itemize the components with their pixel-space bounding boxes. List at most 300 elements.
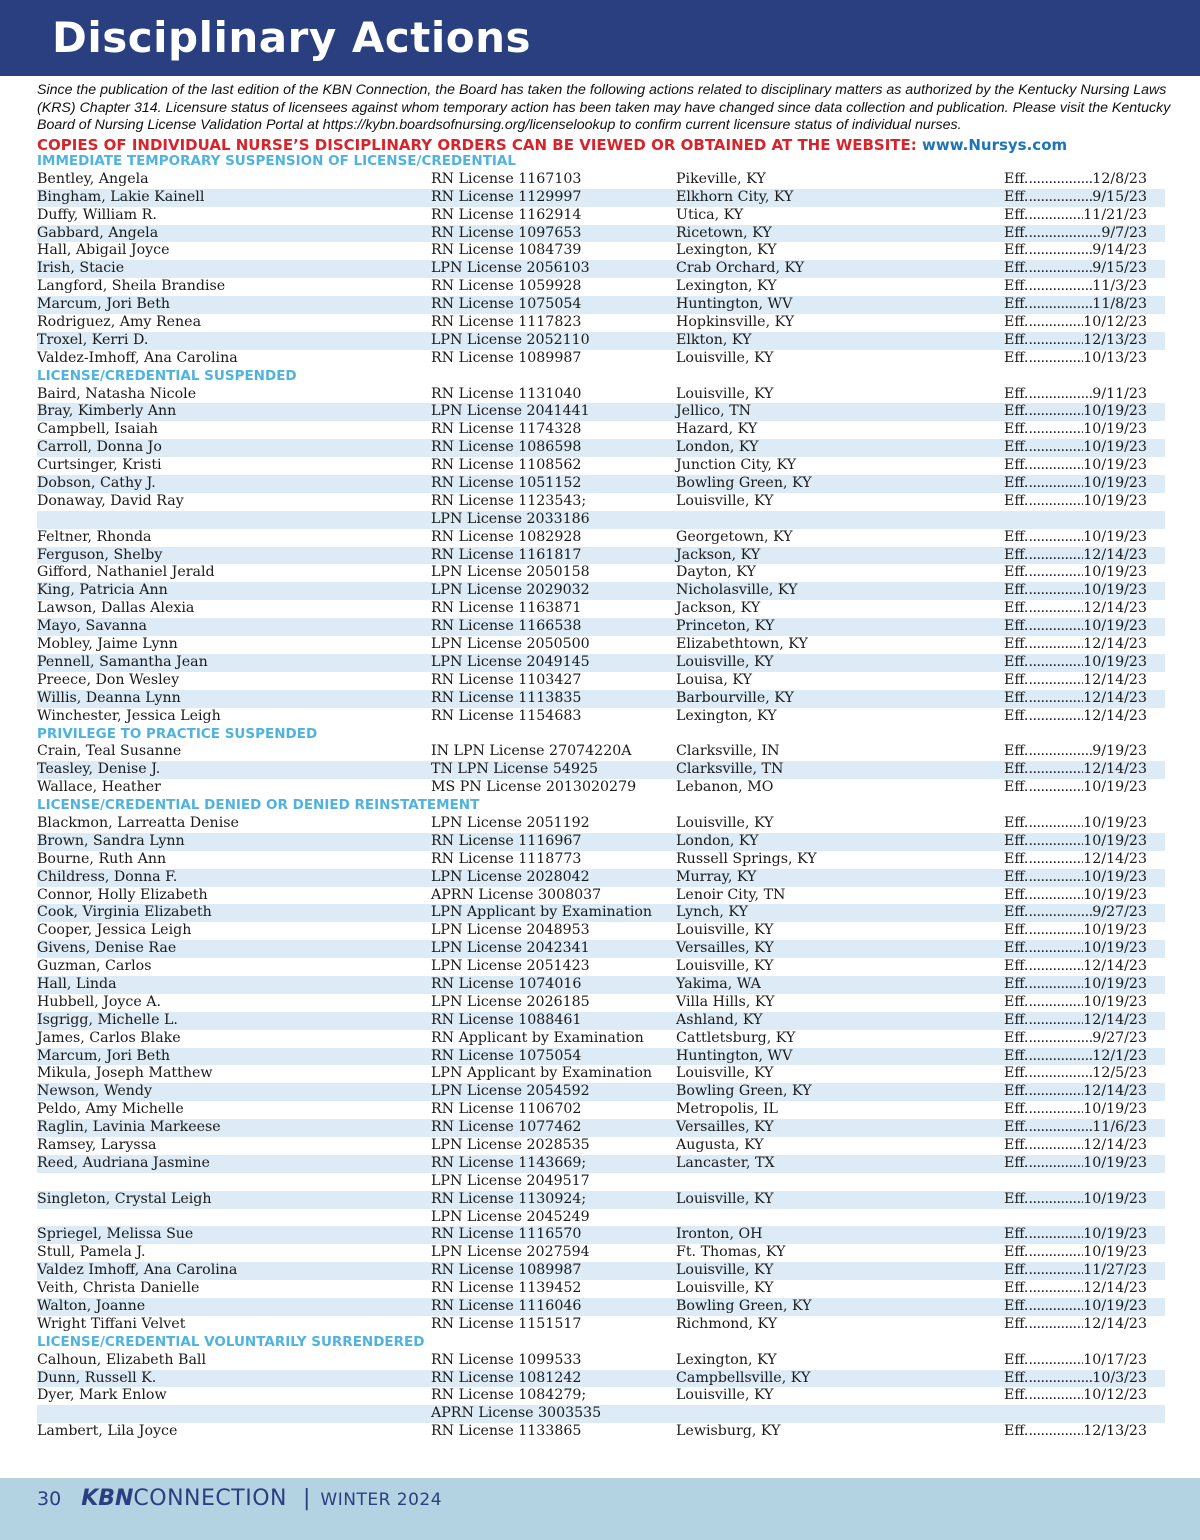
license-number: RN Applicant by Examination: [431, 1029, 644, 1046]
effective-date-value: 9/15/23: [1092, 188, 1147, 205]
effective-date: [1004, 1387, 1147, 1405]
action-row: [37, 636, 1165, 654]
effective-date-value: 11/8/23: [1092, 296, 1147, 313]
eff-label: Eff.: [1004, 475, 1029, 492]
effective-date: [1004, 994, 1147, 1012]
license-number: LPN License 2042341: [431, 940, 590, 957]
eff-label: Eff.: [1004, 600, 1029, 617]
effective-date: [1004, 314, 1147, 332]
effective-date: [1004, 1191, 1147, 1209]
intro-paragraph: Since the publication of the last edition of the KBN Connection, the Board has taken the following actions related to disciplinary matters as authorized by the Kentucky Nursing Laws (KRS) Chapter 314. Licensure status of licensees against whom temporary action has been taken may have changed since data collection and publication. Please visit the Kentucky Board of Nursing License Validation Portal at https://kybn.boardsofnursing.org/licenselookup to confirm current licensure status of individual nurses.: [37, 82, 1171, 133]
action-row: [37, 779, 1165, 797]
licensee-name: Guzman, Carlos: [37, 958, 152, 975]
licensee-name: Brown, Sandra Lynn: [37, 832, 185, 849]
licensee-name: Curtsinger, Kristi: [37, 457, 162, 474]
dot-leader: [1028, 493, 1083, 511]
effective-date-value: 9/7/23: [1101, 224, 1147, 241]
action-row: [37, 475, 1165, 493]
effective-date: [1004, 278, 1147, 296]
licensee-city: Lynch, KY: [676, 904, 749, 921]
licensee-name: Valdez Imhoff, Ana Carolina: [37, 1262, 238, 1279]
action-row: [37, 278, 1165, 296]
dot-leader: [1028, 475, 1083, 493]
effective-date-value: 10/19/23: [1083, 1226, 1147, 1243]
license-number: LPN Applicant by Examination: [431, 904, 653, 921]
eff-label: Eff.: [1004, 1047, 1029, 1064]
effective-date-value: 11/6/23: [1092, 1119, 1147, 1136]
section-heading: LICENSE/CREDENTIAL DENIED OR DENIED REINSTATEMENT: [37, 797, 480, 814]
licensee-name: Carroll, Donna Jo: [37, 439, 162, 456]
dot-leader: [1028, 1316, 1083, 1334]
dot-leader: [1028, 439, 1083, 457]
action-row: [37, 1370, 1165, 1388]
dot-leader: [1028, 1244, 1083, 1262]
issue-label: WINTER 2024: [320, 1490, 443, 1510]
dot-leader: [1028, 296, 1092, 314]
licensee-city: Georgetown, KY: [676, 528, 793, 545]
section-heading: LICENSE/CREDENTIAL VOLUNTARILY SURRENDERED: [37, 1333, 425, 1350]
licensee-name: Lambert, Lila Joyce: [37, 1423, 178, 1440]
action-row: [37, 1191, 1165, 1209]
licensee-city: Metropolis, IL: [676, 1101, 778, 1118]
eff-label: Eff.: [1004, 1101, 1029, 1118]
action-row: [37, 690, 1165, 708]
licensee-city: Louisa, KY: [676, 671, 752, 688]
licensee-city: Bowling Green, KY: [676, 475, 812, 492]
effective-date: [1004, 386, 1147, 404]
licensee-city: Jellico, TN: [676, 403, 752, 420]
effective-date-value: 10/19/23: [1083, 868, 1147, 885]
license-number: LPN License 2049517: [431, 1172, 590, 1189]
licensee-city: Louisville, KY: [676, 958, 774, 975]
dot-leader: [1028, 994, 1083, 1012]
effective-date: [1004, 636, 1147, 654]
dot-leader: [1028, 582, 1083, 600]
license-number: RN License 1133865: [431, 1423, 582, 1440]
effective-date-value: 10/19/23: [1083, 439, 1147, 456]
effective-date: [1004, 1119, 1147, 1137]
licensee-city: Lancaster, TX: [676, 1154, 775, 1171]
license-number: LPN License 2050500: [431, 636, 590, 653]
effective-date-value: 9/19/23: [1092, 743, 1147, 760]
action-row: [37, 1244, 1165, 1262]
effective-date-value: 10/3/23: [1092, 1369, 1147, 1386]
licensee-city: Lebanon, MO: [676, 779, 774, 796]
effective-date-value: 9/27/23: [1092, 1029, 1147, 1046]
dot-leader: [1028, 242, 1092, 260]
license-number: RN License 1131040: [431, 385, 582, 402]
licensee-name: Duffy, William R.: [37, 206, 157, 223]
license-number: LPN Applicant by Examination: [431, 1065, 653, 1082]
effective-date: [1004, 833, 1147, 851]
dot-leader: [1028, 743, 1092, 761]
effective-date-value: 10/13/23: [1083, 349, 1147, 366]
dot-leader: [1028, 225, 1101, 243]
effective-date-value: 10/19/23: [1083, 814, 1147, 831]
license-number: RN License 1166538: [431, 618, 582, 635]
eff-label: Eff.: [1004, 1369, 1029, 1386]
license-number: RN License 1051152: [431, 475, 582, 492]
action-row: [37, 332, 1165, 350]
eff-label: Eff.: [1004, 1011, 1029, 1028]
action-row: [37, 225, 1165, 243]
eff-label: Eff.: [1004, 1244, 1029, 1261]
license-number: RN License 1139452: [431, 1280, 582, 1297]
licensee-city: Nicholasville, KY: [676, 582, 798, 599]
effective-date: [1004, 421, 1147, 439]
effective-date-value: 10/12/23: [1083, 1387, 1147, 1404]
license-number: APRN License 3003535: [431, 1405, 602, 1422]
license-number: RN License 1075054: [431, 296, 582, 313]
eff-label: Eff.: [1004, 492, 1029, 509]
effective-date: [1004, 1244, 1147, 1262]
dot-leader: [1028, 314, 1083, 332]
eff-label: Eff.: [1004, 1387, 1029, 1404]
effective-date: [1004, 1226, 1147, 1244]
eff-label: Eff.: [1004, 314, 1029, 331]
licensee-name: Spriegel, Melissa Sue: [37, 1226, 194, 1243]
eff-label: Eff.: [1004, 188, 1029, 205]
licensee-name: Valdez-Imhoff, Ana Carolina: [37, 349, 238, 366]
effective-date: [1004, 529, 1147, 547]
action-row: [37, 1280, 1165, 1298]
license-number: RN License 1089987: [431, 349, 582, 366]
action-row: [37, 189, 1165, 207]
licensee-name: Mobley, Jaime Lynn: [37, 636, 178, 653]
license-number: LPN License 2033186: [431, 510, 590, 527]
licensee-city: Lexington, KY: [676, 242, 777, 259]
eff-label: Eff.: [1004, 1119, 1029, 1136]
effective-date-value: 10/19/23: [1083, 886, 1147, 903]
header-banner: [0, 0, 1200, 76]
effective-date-value: 12/14/23: [1083, 850, 1147, 867]
eff-label: Eff.: [1004, 671, 1029, 688]
license-number: LPN License 2048953: [431, 922, 590, 939]
dot-leader: [1028, 1012, 1083, 1030]
action-row: [37, 904, 1165, 922]
action-row: [37, 922, 1165, 940]
action-row: [37, 940, 1165, 958]
license-number: RN License 1116046: [431, 1298, 582, 1314]
effective-date-value: 10/19/23: [1083, 832, 1147, 849]
licensee-city: Ashland, KY: [676, 1011, 763, 1028]
licensee-name: King, Patricia Ann: [37, 582, 168, 599]
eff-label: Eff.: [1004, 546, 1029, 563]
effective-date-value: 10/19/23: [1083, 653, 1147, 670]
licensee-name: Hubbell, Joyce A.: [37, 993, 162, 1010]
action-row: [37, 314, 1165, 332]
eff-label: Eff.: [1004, 993, 1029, 1010]
effective-date-value: 12/14/23: [1083, 1315, 1147, 1332]
effective-date-value: 10/19/23: [1083, 1101, 1147, 1118]
licensee-city: Pikeville, KY: [676, 170, 766, 187]
dot-leader: [1028, 529, 1083, 547]
dot-leader: [1028, 332, 1083, 350]
license-number: RN License 1084279;: [431, 1387, 587, 1404]
dot-leader: [1028, 1298, 1083, 1316]
eff-label: Eff.: [1004, 242, 1029, 259]
license-number: RN License 1118773: [431, 850, 582, 867]
dot-leader: [1028, 815, 1083, 833]
licensee-name: Crain, Teal Susanne: [37, 743, 182, 760]
eff-label: Eff.: [1004, 421, 1029, 438]
licensee-name: Winchester, Jessica Leigh: [37, 707, 221, 724]
licensee-city: Clarksville, IN: [676, 743, 780, 760]
effective-date: [1004, 815, 1147, 833]
effective-date-value: 10/19/23: [1083, 421, 1147, 438]
dot-leader: [1028, 189, 1092, 207]
dot-leader: [1028, 1083, 1083, 1101]
license-number: RN License 1130924;: [431, 1190, 587, 1207]
licensee-name: Gifford, Nathaniel Jerald: [37, 564, 215, 581]
licensee-city: Lexington, KY: [676, 278, 777, 295]
eff-label: Eff.: [1004, 1423, 1029, 1440]
licensee-name: Newson, Wendy: [37, 1083, 152, 1100]
action-row: [37, 1048, 1165, 1066]
licensee-city: Jackson, KY: [676, 600, 761, 617]
licensee-name: Marcum, Jori Beth: [37, 1047, 171, 1064]
license-number: RN License 1088461: [431, 1011, 582, 1028]
action-row: [37, 1119, 1165, 1137]
licensee-name: Dobson, Cathy J.: [37, 475, 156, 492]
dot-leader: [1028, 672, 1083, 690]
licensee-city: Hopkinsville, KY: [676, 314, 795, 331]
license-number: LPN License 2027594: [431, 1244, 590, 1261]
effective-date: [1004, 582, 1147, 600]
licensee-name: Dunn, Russell K.: [37, 1369, 157, 1386]
action-row: [37, 421, 1165, 439]
licensee-city: Murray, KY: [676, 868, 757, 885]
licensee-city: Louisville, KY: [676, 1190, 774, 1207]
effective-date-value: 12/14/23: [1083, 689, 1147, 706]
licensee-name: Lawson, Dallas Alexia: [37, 600, 195, 617]
licensee-name: Walton, Joanne: [37, 1298, 146, 1314]
effective-date: [1004, 1155, 1147, 1173]
effective-date: [1004, 207, 1147, 225]
effective-date: [1004, 296, 1147, 314]
license-number: RN License 1123543;: [431, 492, 587, 509]
license-number: RN License 1108562: [431, 457, 582, 474]
effective-date-value: 10/19/23: [1083, 475, 1147, 492]
effective-date: [1004, 1012, 1147, 1030]
eff-label: Eff.: [1004, 170, 1029, 187]
dot-leader: [1028, 904, 1092, 922]
dot-leader: [1028, 600, 1083, 618]
licensee-city: Elizabethtown, KY: [676, 636, 808, 653]
dot-leader: [1028, 618, 1083, 636]
licensee-name: Preece, Don Wesley: [37, 671, 180, 688]
licensee-city: Louisville, KY: [676, 653, 774, 670]
effective-date-value: 10/19/23: [1083, 564, 1147, 581]
dot-leader: [1028, 779, 1083, 797]
licensee-name: Cook, Virginia Elizabeth: [37, 904, 212, 921]
eff-label: Eff.: [1004, 564, 1029, 581]
licensee-city: Lexington, KY: [676, 707, 777, 724]
action-row: [37, 618, 1165, 636]
effective-date-value: 10/19/23: [1083, 1244, 1147, 1261]
licensee-name: Blackmon, Larreatta Denise: [37, 814, 239, 831]
eff-label: Eff.: [1004, 814, 1029, 831]
eff-label: Eff.: [1004, 1351, 1029, 1368]
effective-date: [1004, 171, 1147, 189]
effective-date-value: 9/14/23: [1092, 242, 1147, 259]
effective-date: [1004, 1030, 1147, 1048]
dot-leader: [1028, 171, 1092, 189]
action-row: [37, 1155, 1165, 1173]
license-number: RN License 1074016: [431, 975, 582, 992]
licensee-city: Bowling Green, KY: [676, 1298, 812, 1314]
eff-label: Eff.: [1004, 582, 1029, 599]
effective-date: [1004, 1065, 1147, 1083]
dot-leader: [1028, 1423, 1083, 1441]
license-number: MS PN License 2013020279: [431, 779, 637, 796]
eff-label: Eff.: [1004, 1280, 1029, 1297]
eff-label: Eff.: [1004, 975, 1029, 992]
licensee-city: Bowling Green, KY: [676, 1083, 812, 1100]
licensee-name: Cooper, Jessica Leigh: [37, 922, 192, 939]
effective-date: [1004, 958, 1147, 976]
dot-leader: [1028, 1387, 1083, 1405]
effective-date-value: 12/8/23: [1092, 170, 1147, 187]
license-number: RN License 1143669;: [431, 1154, 587, 1171]
licensee-city: Princeton, KY: [676, 618, 775, 635]
licensee-name: Givens, Denise Rae: [37, 940, 177, 957]
effective-date: [1004, 708, 1147, 726]
effective-date-value: 10/19/23: [1083, 1190, 1147, 1207]
eff-label: Eff.: [1004, 743, 1029, 760]
licensee-city: Russell Springs, KY: [676, 850, 817, 867]
licensee-city: London, KY: [676, 832, 759, 849]
eff-label: Eff.: [1004, 653, 1029, 670]
eff-label: Eff.: [1004, 940, 1029, 957]
licensee-city: Ft. Thomas, KY: [676, 1244, 786, 1261]
dot-leader: [1028, 457, 1083, 475]
dot-leader: [1028, 1065, 1092, 1083]
license-number: RN License 1113835: [431, 689, 582, 706]
licensee-city: Louisville, KY: [676, 1387, 774, 1404]
effective-date: [1004, 350, 1147, 368]
eff-label: Eff.: [1004, 868, 1029, 885]
effective-date: [1004, 260, 1147, 278]
licensee-name: Baird, Natasha Nicole: [37, 385, 197, 402]
action-row-continuation: [37, 1173, 1165, 1191]
dot-leader: [1028, 350, 1083, 368]
dot-leader: [1028, 1030, 1092, 1048]
effective-date: [1004, 189, 1147, 207]
eff-label: Eff.: [1004, 1298, 1029, 1314]
eff-label: Eff.: [1004, 689, 1029, 706]
dot-leader: [1028, 940, 1083, 958]
eff-label: Eff.: [1004, 636, 1029, 653]
licensee-city: Ricetown, KY: [676, 224, 772, 241]
license-number: LPN License 2056103: [431, 260, 590, 277]
action-row: [37, 869, 1165, 887]
dot-leader: [1028, 1155, 1083, 1173]
dot-leader: [1028, 1262, 1083, 1280]
eff-label: Eff.: [1004, 958, 1029, 975]
effective-date-value: 11/27/23: [1083, 1262, 1147, 1279]
license-number: LPN License 2051423: [431, 958, 590, 975]
effective-date: [1004, 493, 1147, 511]
license-number: LPN License 2052110: [431, 331, 590, 348]
dot-leader: [1028, 547, 1083, 565]
eff-label: Eff.: [1004, 886, 1029, 903]
dot-leader: [1028, 761, 1083, 779]
effective-date-value: 12/5/23: [1092, 1065, 1147, 1082]
licensee-city: Louisville, KY: [676, 1280, 774, 1297]
licensee-name: Wallace, Heather: [37, 779, 161, 796]
brand-connection: CONNECTION: [133, 1486, 287, 1511]
license-number: RN License 1174328: [431, 421, 582, 438]
license-number: RN License 1059928: [431, 278, 582, 295]
section-heading: LICENSE/CREDENTIAL SUSPENDED: [37, 367, 297, 384]
dot-leader: [1028, 1101, 1083, 1119]
license-number: TN LPN License 54925: [431, 761, 599, 778]
action-row: [37, 296, 1165, 314]
effective-date: [1004, 242, 1147, 260]
licensee-name: Mikula, Joseph Matthew: [37, 1065, 213, 1082]
licensee-city: Louisville, KY: [676, 922, 774, 939]
action-row: [37, 1083, 1165, 1101]
eff-label: Eff.: [1004, 331, 1029, 348]
licensee-name: Peldo, Amy Michelle: [37, 1101, 184, 1118]
action-row: [37, 1298, 1165, 1316]
eff-label: Eff.: [1004, 850, 1029, 867]
license-number: RN License 1161817: [431, 546, 582, 563]
dot-leader: [1028, 421, 1083, 439]
effective-date-value: 12/14/23: [1083, 1136, 1147, 1153]
page-title: Disciplinary Actions: [52, 13, 531, 62]
effective-date: [1004, 457, 1147, 475]
dot-leader: [1028, 260, 1092, 278]
action-row: [37, 403, 1165, 421]
action-row: [37, 582, 1165, 600]
license-number: RN License 1151517: [431, 1315, 582, 1332]
action-row: [37, 994, 1165, 1012]
effective-date: [1004, 761, 1147, 779]
licensee-city: Crab Orchard, KY: [676, 260, 805, 277]
action-row: [37, 439, 1165, 457]
licensee-name: Raglin, Lavinia Markeese: [37, 1119, 221, 1136]
licensee-city: Louisville, KY: [676, 492, 774, 509]
effective-date-value: 10/19/23: [1083, 779, 1147, 796]
dot-leader: [1028, 833, 1083, 851]
licensee-name: Campbell, Isaiah: [37, 421, 158, 438]
eff-label: Eff.: [1004, 439, 1029, 456]
effective-date-value: 12/13/23: [1083, 331, 1147, 348]
license-number: LPN License 2041441: [431, 403, 590, 420]
licensee-name: Feltner, Rhonda: [37, 528, 152, 545]
licensee-name: Wright Tiffani Velvet: [37, 1315, 186, 1332]
licensee-name: Stull, Pamela J.: [37, 1244, 146, 1261]
licensee-city: Barbourville, KY: [676, 689, 794, 706]
effective-date-value: 9/11/23: [1092, 385, 1147, 402]
dot-leader: [1028, 1352, 1083, 1370]
licensee-city: Lexington, KY: [676, 1351, 777, 1368]
dot-leader: [1028, 869, 1083, 887]
licensee-city: Cattletsburg, KY: [676, 1029, 796, 1046]
effective-date-value: 12/14/23: [1083, 958, 1147, 975]
licensee-name: Teasley, Denise J.: [37, 761, 161, 778]
nursys-link[interactable]: www.Nursys.com: [922, 136, 1068, 154]
action-row: [37, 1387, 1165, 1405]
effective-date-value: 11/21/23: [1083, 206, 1147, 223]
licensee-name: Ramsey, Laryssa: [37, 1136, 157, 1153]
dot-leader: [1028, 976, 1083, 994]
licensee-city: Versailles, KY: [676, 940, 774, 957]
license-number: RN License 1077462: [431, 1119, 582, 1136]
action-row: [37, 600, 1165, 618]
